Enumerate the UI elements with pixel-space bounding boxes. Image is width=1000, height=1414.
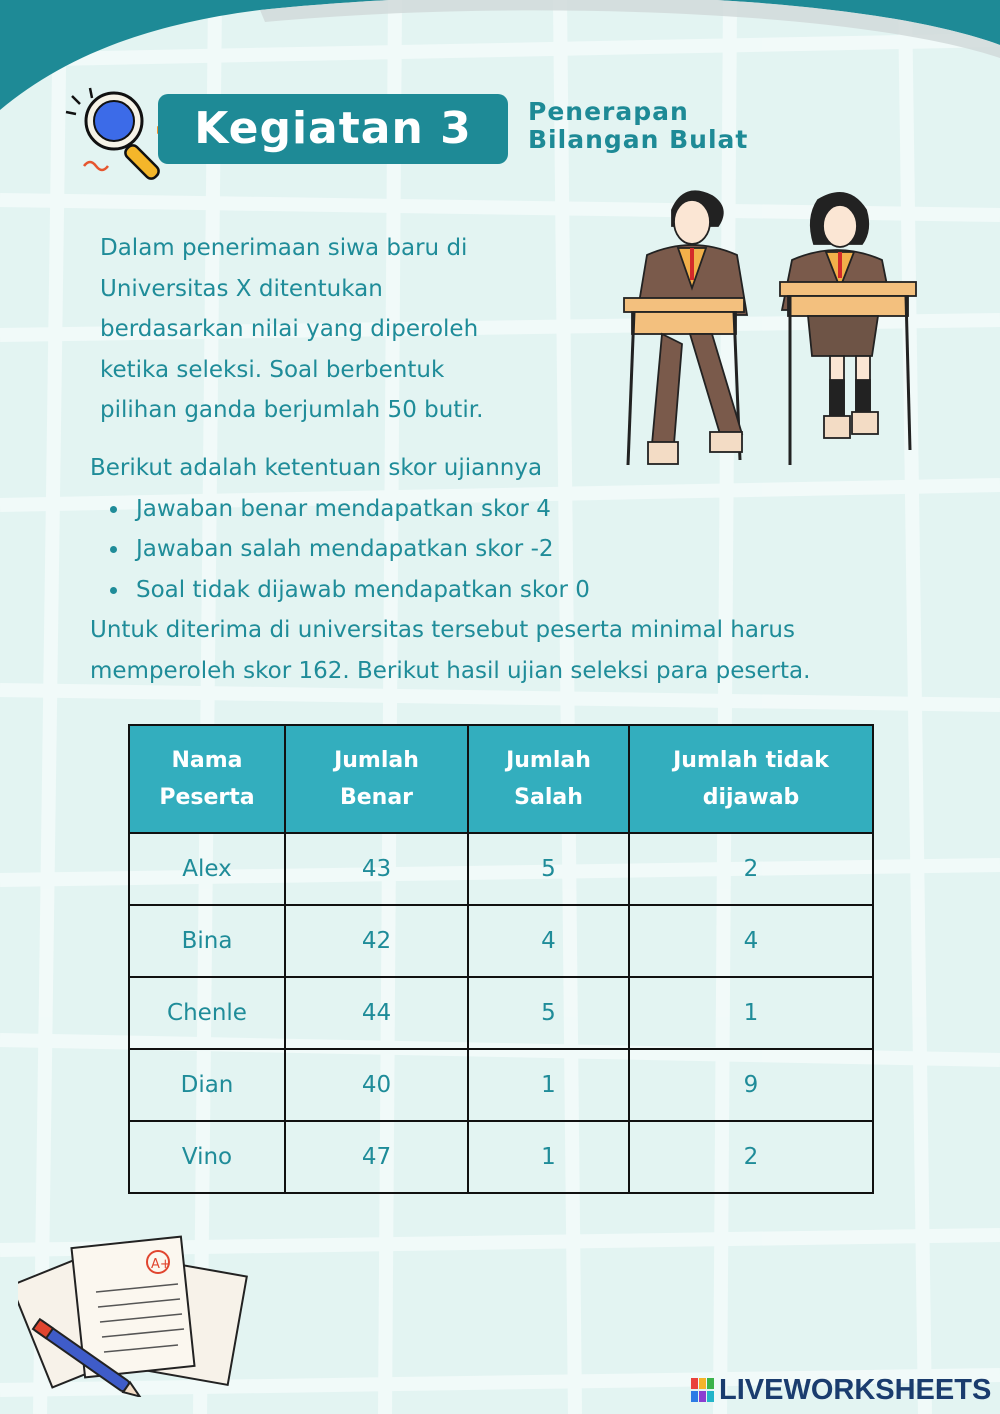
bullet-icon [110, 546, 117, 553]
cell-tidak-dijawab: 1 [629, 977, 873, 1049]
score-rules [90, 448, 920, 691]
rule-item [90, 570, 920, 611]
cell-name: Alex [129, 833, 285, 905]
intro-line: ketika seleksi. Soal berbentuk [100, 356, 445, 383]
liveworksheets-logo-icon [690, 1377, 716, 1403]
intro-line: pilihan ganda berjumlah 50 butir. [100, 397, 484, 423]
header-text: Jumlah [506, 748, 591, 773]
cell-salah: 5 [468, 833, 629, 905]
cell-salah: 1 [468, 1121, 629, 1193]
cell-benar: 40 [285, 1049, 468, 1121]
cell-benar: 47 [285, 1121, 468, 1193]
header-nama-peserta [129, 725, 285, 833]
header-text: Peserta [159, 785, 255, 810]
header-text: dijawab [702, 785, 800, 810]
table-row [129, 905, 873, 977]
results-table [128, 724, 874, 1194]
header-jumlah-salah [468, 725, 629, 833]
intro-line: Dalam penerimaan siwa baru di [100, 235, 468, 261]
intro-line: Universitas X ditentukan [100, 275, 383, 302]
table-header-row [129, 725, 873, 833]
cell-benar: 42 [285, 905, 468, 977]
rules-closing: memperoleh skor 162. Berikut hasil ujian seleksi para peserta. [90, 657, 811, 684]
header-text: Jumlah [334, 748, 419, 773]
header-text: Salah [514, 785, 583, 810]
paper-grade: A+ [151, 1257, 171, 1272]
brand-text: LIVEWORKSHEETS [719, 1373, 992, 1406]
rule-text: Soal tidak dijawab mendapatkan skor 0 [136, 576, 590, 603]
rule-text: Jawaban benar mendapatkan skor 4 [136, 495, 551, 522]
table-row [129, 833, 873, 905]
cell-tidak-dijawab: 2 [629, 1121, 873, 1193]
table-row [129, 1049, 873, 1121]
cell-name: Vino [129, 1121, 285, 1193]
header-jumlah-tidak-dijawab [629, 725, 873, 833]
subtitle-line-2: Bilangan Bulat [528, 125, 749, 154]
rules-lead: Berikut adalah ketentuan skor ujiannya [90, 455, 543, 481]
activity-title: Kegiatan 3 [158, 94, 508, 164]
cell-tidak-dijawab: 9 [629, 1049, 873, 1121]
cell-name: Dian [129, 1049, 285, 1121]
cell-salah: 5 [468, 977, 629, 1049]
rule-item [90, 529, 920, 570]
students-illustration [612, 180, 922, 480]
rules-closing: Untuk diterima di universitas tersebut peserta minimal harus [90, 617, 795, 643]
subtitle-line-1: Penerapan [528, 97, 689, 126]
table-row [129, 977, 873, 1049]
rules-list [90, 489, 920, 611]
cell-benar: 43 [285, 833, 468, 905]
header-text: Nama [171, 748, 243, 773]
cell-benar: 44 [285, 977, 468, 1049]
student-boy [624, 191, 747, 465]
bullet-icon [110, 506, 117, 513]
rule-text: Jawaban salah mendapatkan skor -2 [136, 536, 554, 562]
bullet-icon [110, 587, 117, 594]
cell-salah: 4 [468, 905, 629, 977]
rule-item [90, 489, 920, 530]
intro-line: berdasarkan nilai yang diperoleh [100, 316, 479, 342]
cell-name: Bina [129, 905, 285, 977]
activity-subtitle [528, 98, 788, 154]
cell-tidak-dijawab: 4 [629, 905, 873, 977]
cell-salah: 1 [468, 1049, 629, 1121]
header-text: Benar [339, 785, 414, 810]
student-girl [780, 193, 916, 465]
header-text: Jumlah tidak [673, 748, 829, 773]
graded-papers-illustration [18, 1232, 248, 1397]
header-jumlah-benar [285, 725, 468, 833]
magnifying-glass-icon [62, 86, 172, 186]
table-row [129, 1121, 873, 1193]
cell-tidak-dijawab: 2 [629, 833, 873, 905]
liveworksheets-brand [690, 1372, 991, 1408]
intro-paragraph [100, 228, 560, 431]
cell-name: Chenle [129, 977, 285, 1049]
